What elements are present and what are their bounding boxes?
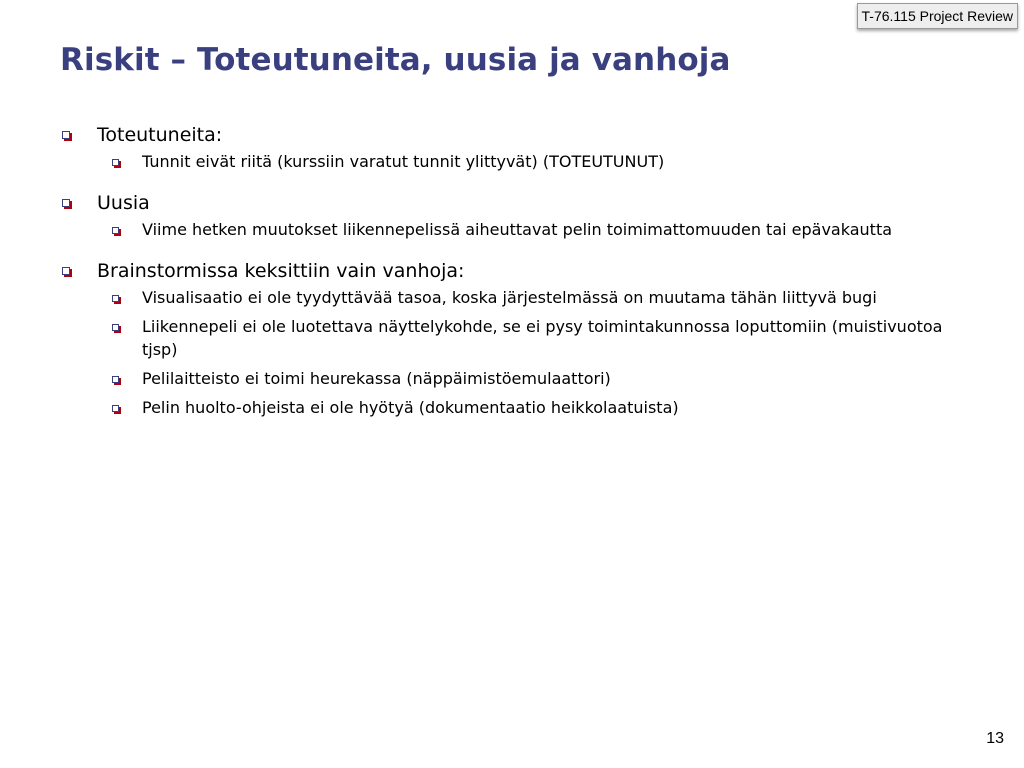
bullet-level2 (62, 315, 962, 361)
square-bullet-icon (112, 405, 119, 412)
square-bullet-icon (112, 324, 119, 331)
bullet-text: Visualisaatio ei ole tyydyttävää tasoa, koska järjestelmässä on muutama tähän liittyvä bugi (142, 288, 877, 307)
bullet-level2 (62, 286, 962, 309)
section-uusia (62, 190, 962, 241)
bullet-level1 (62, 190, 962, 216)
slide-content (62, 122, 962, 425)
section-toteutuneita (62, 122, 962, 173)
bullet-level2 (62, 150, 962, 173)
section-heading: Brainstormissa keksittiin vain vanhoja: (97, 260, 465, 282)
square-bullet-icon (112, 159, 119, 166)
bullet-text: Tunnit eivät riitä (kurssiin varatut tunnit ylittyvät) (TOTEUTUNUT) (142, 152, 665, 171)
square-bullet-icon (62, 199, 70, 207)
bullet-level2 (62, 218, 962, 241)
bullet-level1 (62, 258, 962, 284)
sub-bullet-list (62, 218, 962, 241)
square-bullet-icon (112, 227, 119, 234)
bullet-text: Pelilaitteisto ei toimi heurekassa (näppäimistöemulaattori) (142, 369, 611, 388)
sub-bullet-list (62, 286, 962, 419)
page-number: 13 (986, 730, 1004, 747)
bullet-level2 (62, 396, 962, 419)
bullet-text: Pelin huolto-ohjeista ei ole hyötyä (dokumentaatio heikkolaatuista) (142, 398, 679, 417)
sub-bullet-list (62, 150, 962, 173)
section-heading: Toteutuneita: (97, 124, 223, 146)
bullet-level1 (62, 122, 962, 148)
square-bullet-icon (62, 131, 70, 139)
square-bullet-icon (112, 376, 119, 383)
bullet-level2 (62, 367, 962, 390)
square-bullet-icon (112, 295, 119, 302)
square-bullet-icon (62, 267, 70, 275)
section-brainstorm (62, 258, 962, 419)
section-heading: Uusia (97, 192, 150, 214)
bullet-text: Liikennepeli ei ole luotettava näyttelykohde, se ei pysy toimintakunnossa loputtomiin (muistivuotoa tjsp) (142, 317, 943, 359)
slide-title: Riskit – Toteutuneita, uusia ja vanhoja (60, 42, 731, 78)
bullet-text: Viime hetken muutokset liikennepelissä aiheuttavat pelin toimimattomuuden tai epävakautta (142, 220, 893, 239)
course-header-tag: T-76.115 Project Review (857, 3, 1018, 29)
